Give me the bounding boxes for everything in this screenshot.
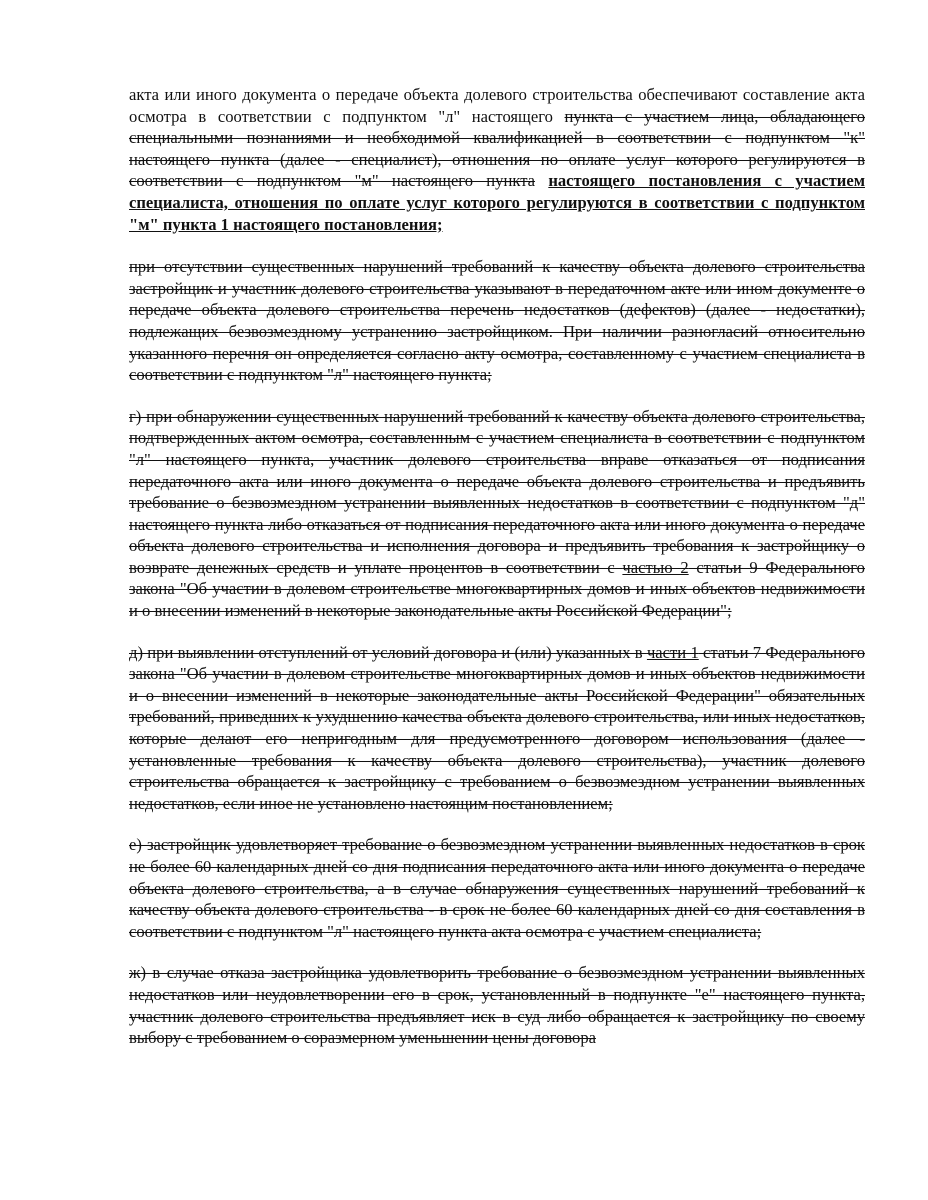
document-body [129,84,865,1069]
paragraph-g-text-before: г) при обнаружении существенных нарушений требований к качеству объекта долевого строительства, подтвержденных актом осмотра, составленным с участием специалиста в соответствии с подпунктом "л" настоящего пункта, участник долевого строительства вправе отказаться от подписания передаточного акта или иного документа о передаче объекта долевого строительства и предъявить требование о безвозмездном устранении выявленных недостатков в соответствии с подпунктом "д" настоящего пункта либо отказаться от подписания передаточного акта или иного документа о передаче объекта долевого строительства и исполнения договора и предъявить требования к застройщику о возврате денежных средств и уплате процентов в соответствии с [129,406,865,577]
paragraph-g [129,406,865,622]
paragraph-2: при отсутствии существенных нарушений требований к качеству объекта долевого строительства застройщик и участник долевого строительства указывают в передаточном акте или ином документе о передаче объекта долевого строительства перечень недостатков (дефектов) (далее - недостатки), подлежащих безвозмездному устранению застройщиком. При наличии разногласий относительно указанного перечня он определяется согласно акту осмотра, составленному с участием специалиста в соответствии с подпунктом "л" настоящего пункта; [129,257,865,385]
paragraph-1-plain-text: акта или иного документа о передаче объекта долевого строительства обеспечивают составление акта осмотра в соответствии с подпунктом "л" настоящего [129,85,865,126]
paragraph-d-law-link[interactable]: части 1 [646,642,699,662]
paragraph-e: е) застройщик удовлетворяет требование о безвозмездном устранении выявленных недостатков в срок не более 60 календарных дней со дня подписания передаточного акта или иного документа о передаче объекта долевого строительства, а в случае обнаружения существенных нарушений требований к качеству объекта долевого строительства - в срок не более 60 календарных дней со дня составления в соответствии с подпунктом "л" настоящего пункта акта осмотра с участием специалиста; [129,835,865,941]
paragraph-1 [129,84,865,235]
paragraph-1-deleted-text: пункта с участием лица, обладающего специальными познаниями и необходимой квалификацией в соответствии с подпунктом "к" настоящего пункта (далее - специалист), отношения по оплате услуг которого регулируются в соответствии с подпунктом "м" настоящего пункта [129,106,865,191]
paragraph-d-text-before: д) при выявлении отступлений от условий договора и (или) указанных в [129,642,647,662]
paragraph-d [129,642,865,815]
paragraph-g-text-after: статьи 9 Федерального закона "Об участии в долевом строительстве многоквартирных домов и иных объектов недвижимости и о внесении изменений в некоторые законодательные акты Российской Федерации"; [129,557,865,621]
paragraph-1-inserted-text: настоящего постановления с участием специалиста, отношения по оплате услуг которого регулируются в соответствии с подпунктом "м" пункта 1 настоящего постановления; [129,171,865,234]
paragraph-d-text-after: статьи 7 Федерального закона "Об участии в долевом строительстве многоквартирных домов и иных объектов недвижимости и о внесении изменений в некоторые законодательные акты Российской Федерации" обязательных требований, приведших к ухудшению качества объекта долевого строительства, или иных недостатков, которые делают его непригодным для предусмотренного договором использования (далее - установленные требования к качеству объекта долевого строительства), участник долевого строительства обращается к застройщику с требованием о безвозмездном устранении выявленных недостатков, если иное не установлено настоящим постановлением; [129,642,865,813]
paragraph-g-law-link[interactable]: частью 2 [622,557,689,577]
paragraph-zh: ж) в случае отказа застройщика удовлетворить требование о безвозмездном устранении выявленных недостатков или неудовлетворении его в срок, установленный в подпункте "е" настоящего пункта, участник долевого строительства предъявляет иск в суд либо обращается к застройщику по своему выбору с требованием о соразмерном уменьшении цены договора [129,963,865,1048]
